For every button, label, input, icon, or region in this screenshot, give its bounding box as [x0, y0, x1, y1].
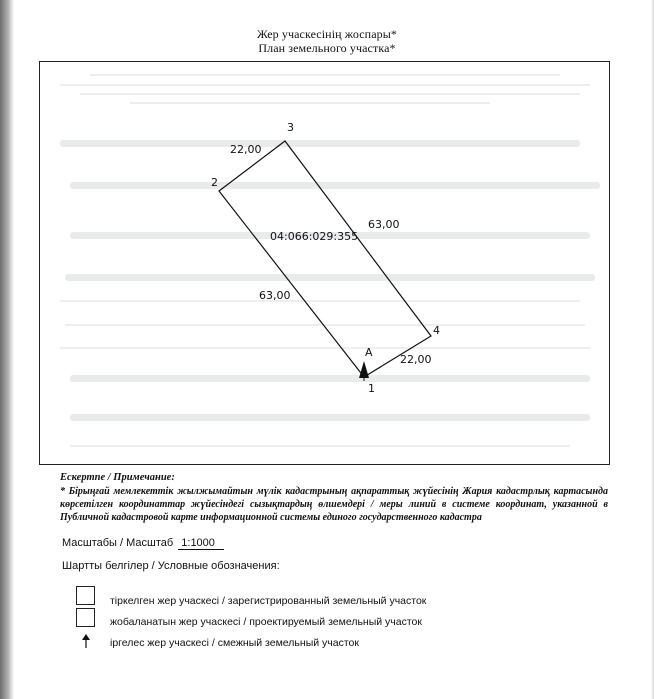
side-length-label: 63,00	[259, 289, 291, 302]
scale-row	[62, 537, 224, 550]
note-heading: Ескертпе / Примечание:	[60, 472, 175, 483]
vertex-label: 1	[368, 382, 375, 395]
square-box-icon	[76, 608, 95, 627]
side-length-label: 22,00	[400, 353, 432, 366]
vertex-label: 3	[287, 121, 294, 134]
vertex-label: 4	[433, 324, 440, 337]
scale-value: 1:1000	[178, 537, 224, 550]
side-length-label: 22,00	[230, 143, 262, 156]
adjacent-marker-label: A	[365, 346, 373, 359]
side-length-label: 63,00	[368, 218, 400, 231]
vertex-label: 2	[211, 176, 218, 189]
adjacent-parcel-arrow-icon	[359, 361, 369, 381]
legend-title: Шартты белгілер / Условные обозначения:	[62, 560, 280, 572]
legend-item-adjacent: іргелес жер учаскесі / смежный земельный участок	[110, 637, 359, 649]
parcel-number: 04:066:029:355	[270, 230, 359, 243]
parcel-boundary	[219, 141, 431, 377]
title-kazakh: Жер учаскесінің жоспары*	[257, 27, 397, 41]
title-russian: План земельного участка*	[258, 41, 396, 55]
legend-item-registered: тіркелген жер учаскесі / зарегистрированный земельный участок	[110, 595, 427, 607]
up-arrow-icon	[80, 633, 92, 649]
note-text: * Бірыңғай мемлекеттік жылжымайтын мүлік кадастрының ақпараттық жүйесінің Жария кадастрлық картасында көрсетілген координаттар жүйесіндегі сызықтардың өлшемдері / меры линий в системе координат, указанной в Публичной кадастровой карте информационной системы единого государственного кадастра	[60, 486, 608, 523]
square-box-icon	[76, 586, 95, 605]
scale-label: Масштабы / Масштаб	[62, 537, 174, 549]
legend-item-projected: жобаланатын жер учаскесі / проектируемый земельный участок	[110, 616, 422, 628]
